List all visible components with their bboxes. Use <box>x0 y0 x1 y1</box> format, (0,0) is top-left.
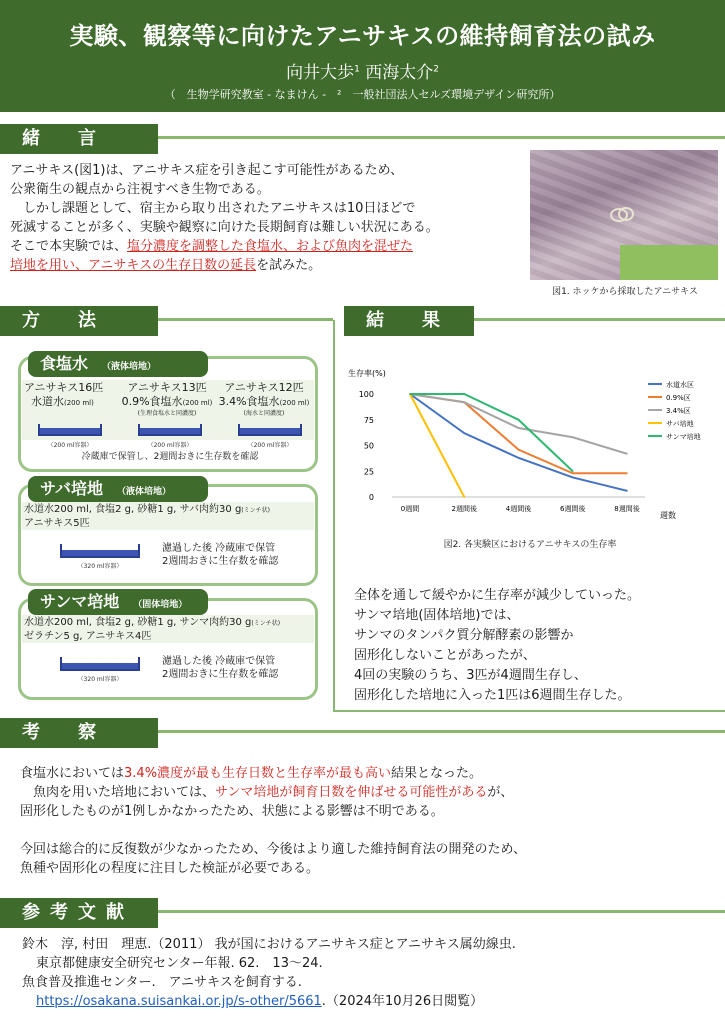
author-1: 向井大歩 <box>286 63 355 83</box>
beaker-icon <box>138 424 202 436</box>
section-divider <box>158 730 725 733</box>
figure-1-caption: 図1. ホッケから採取したアニサキス <box>552 287 698 297</box>
data-point <box>626 453 628 455</box>
saline-condition-tap: アニサキス16匹 水道水(200 ml) <box>24 381 104 408</box>
page-title: 実験、観察等に向けたアニサキスの維持飼育法の試み <box>69 22 656 50</box>
beaker-icon <box>38 424 102 436</box>
container-caption: （320 ml容器） <box>77 676 123 683</box>
y-tick-label: 75 <box>363 415 374 425</box>
y-tick-label: 50 <box>363 441 374 451</box>
data-point <box>463 401 465 403</box>
mackerel-panel-title: サバ培地 （液体培地） <box>28 476 208 502</box>
author-2-mark: 2 <box>433 64 439 75</box>
section-divider <box>333 710 725 712</box>
reference-1: 鈴木 淳, 村田 理恵.（2011） 我が国におけるアニサキス症とアニサキス属幼線虫. <box>22 937 516 952</box>
intro-highlight: 塩分濃度を調整した食塩水、および魚肉を混ぜた <box>127 239 414 254</box>
worm-icon <box>605 200 645 230</box>
section-divider <box>158 136 725 139</box>
container-caption: （320 ml容器） <box>77 563 123 570</box>
series-line-3 <box>410 394 464 497</box>
data-point <box>572 477 574 479</box>
x-tick-label: 4週間後 <box>505 505 532 513</box>
section-divider <box>158 910 725 913</box>
figure-2-caption: 図2. 各実験区におけるアニサキスの生存率 <box>443 540 617 550</box>
anisakis-photo <box>530 150 718 280</box>
column-divider <box>333 320 335 712</box>
author-2: 西海太介 <box>365 63 434 83</box>
data-point <box>626 473 628 475</box>
data-point <box>463 496 465 498</box>
data-point <box>518 449 520 451</box>
data-point <box>518 457 520 459</box>
intro-highlight: 培地を用い、アニサキスの生存日数の延長 <box>10 258 257 273</box>
section-heading-results: 結 果 <box>344 306 474 336</box>
intro-text: アニサキス(図1)は、アニサキス症を引き起こす可能性があるため、 公衆衛生の観点から注視すべき生物である。 しかし課題として、宿主から取り出されたアニサキスは10日ほどで 死滅することが多く、実験や観察に向けた長期飼育は難しい状況にある。 そこで本実験では、塩分濃度を調整した食塩水、および魚肉を混ぜた 培地を用い、アニサキスの生存日数の延長を試みた。 <box>10 163 439 273</box>
data-point <box>572 436 574 438</box>
y-tick-label: 100 <box>358 390 374 399</box>
data-point <box>518 419 520 421</box>
saline-note: 冷蔵庫で保管し、2週間おきに生存数を確認 <box>81 452 259 462</box>
saline-panel-title: 食塩水 （液体培地） <box>28 351 208 377</box>
y-axis-label: 生存率(%) <box>348 369 386 378</box>
affiliation: （ 生物学研究教室 - なまけん - ² 一般社団法人セルズ環境デザイン研究所） <box>164 88 561 101</box>
author-1-mark: 1 <box>354 64 360 75</box>
x-tick-label: 8週間後 <box>614 505 640 513</box>
container-caption: （200 ml容器） <box>47 442 93 449</box>
section-divider <box>474 318 725 321</box>
series-line-0 <box>410 394 627 491</box>
data-point <box>572 470 574 472</box>
references-list: 鈴木 淳, 村田 理恵.（2011） 我が国におけるアニサキス症とアニサキス属幼線虫. 東京都健康安全研究センター年報. 62. 13～24. 魚食普及推進センター. アニサキスを飼育する. https://osakana.suisankai.or.jp/s-other/5661.（2024年10月26日閲覧） <box>22 935 722 1011</box>
beaker-icon <box>60 657 140 671</box>
mackerel-note: 濾過した後 冷蔵庫で保管 2週間おきに生存数を確認 <box>162 543 279 567</box>
x-tick-label: 6週間後 <box>560 505 586 513</box>
data-point <box>463 432 465 434</box>
container-caption: （200 ml容器） <box>247 442 293 449</box>
legend-label: 0.9%区 <box>666 394 691 402</box>
beaker-icon <box>60 544 140 558</box>
saury-recipe: 水道水200 ml, 食塩2 g, 砂糖1 g, サンマ肉約30 g(ミンチ状) ゼラチン5 g, アニサキス4匹 <box>24 617 281 642</box>
y-tick-label: 0 <box>368 493 374 502</box>
survival-chart <box>340 362 722 530</box>
section-heading-intro: 緒 言 <box>0 124 158 154</box>
section-heading-discussion: 考 察 <box>0 718 158 748</box>
authors <box>0 58 725 83</box>
saury-panel-title: サンマ培地 （固体培地） <box>28 589 208 615</box>
section-heading-methods: 方 法 <box>0 306 158 336</box>
data-point <box>626 490 628 492</box>
legend-label: サバ培地 <box>666 420 694 428</box>
legend-label: 水道水区 <box>666 381 694 389</box>
series-line-2 <box>410 394 627 454</box>
legend-label: サンマ培地 <box>666 433 701 441</box>
data-point <box>572 473 574 475</box>
mackerel-recipe: 水道水200 ml, 食塩2 g, 砂糖1 g, サバ肉約30 g(ミンチ状) アニサキス5匹 <box>24 504 270 529</box>
x-tick-label: 0週間 <box>400 505 420 513</box>
saline-condition-3.4: アニサキス12匹 3.4%食塩水(200 ml) (海水と同濃度) <box>218 381 310 417</box>
data-point <box>518 427 520 429</box>
results-text: 全体を通して緩やかに生存率が減少していった。 サンマ培地(固体培地)では、 サンマのタンパク質分解酵素の影響か 固形化しないことがあったが、 4回の実験のうち、3匹が4週間生存し、 固形化した培地に入った1匹は6週間生存した。 <box>354 588 641 703</box>
data-point <box>409 393 411 395</box>
y-tick-label: 25 <box>363 467 374 477</box>
reference-link[interactable]: https://osakana.suisankai.or.jp/s-other/5661 <box>36 994 322 1009</box>
beaker-icon <box>238 424 302 436</box>
discussion-text: 食塩水においては3.4%濃度が最も生存日数と生存率が最も高い結果となった。 魚肉を用いた培地においては、サンマ培地が飼育日数を伸ばせる可能性があるが、 固形化したものが1例しかなかったため、状態による影響は不明である。 今回は総合的に反復数が少なかったため、今後はより適した維持飼育法の開発のため、 魚種や固形化の程度に注目した検証が必要である。 <box>20 766 526 876</box>
x-axis-label: 週数 <box>660 511 676 520</box>
x-tick-label: 2週間後 <box>451 505 477 513</box>
section-divider <box>158 318 333 321</box>
reference-2: 魚食普及推進センター. アニサキスを飼育する. <box>22 975 302 990</box>
data-point <box>463 393 465 395</box>
section-heading-references: 参考文献 <box>0 898 158 928</box>
saury-note: 濾過した後 冷蔵庫で保管 2週間おきに生存数を確認 <box>162 656 279 680</box>
container-caption: （200 ml容器） <box>147 442 193 449</box>
legend-label: 3.4%区 <box>666 407 691 415</box>
series-line-1 <box>410 394 627 473</box>
saline-condition-0.9: アニサキス13匹 0.9%食塩水(200 ml) (生理食塩水と同濃度) <box>121 381 213 417</box>
